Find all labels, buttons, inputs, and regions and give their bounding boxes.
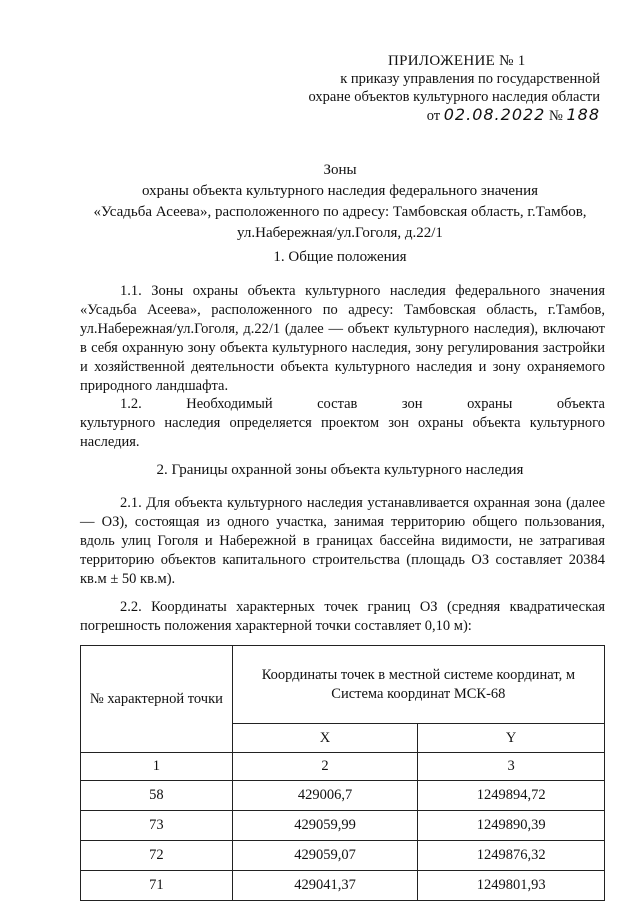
paragraph-1-1	[80, 282, 605, 396]
table-row	[81, 781, 605, 811]
paragraph-1-2-first-line	[80, 395, 605, 414]
coordinates-table	[80, 645, 605, 901]
title-line-2: охраны объекта культурного наследия федерального значения	[141, 183, 539, 199]
paragraph-1-1-text: 1.1. Зоны охраны объекта культурного наследия федерального значения «Усадьба Асеева», расположенного по адресу: Тамбовская область, г.Тамбов, ул.Набережная/ул.Гоголя, д.22/1 (далее — объект культурного наследия), включают в себя охранную зону объекта культурного наследия, зону регулирования застройки и хозяйственной деятельности объекта культурного наследия и зону охраняемого природного ландшафта.	[80, 283, 605, 394]
coordinate-system-header	[232, 646, 604, 724]
appendix-title: ПРИЛОЖЕНИЕ № 1	[388, 53, 526, 69]
paragraph-2-2-text: 2.2. Координаты характерных точек границ ОЗ (средняя квадратическая погрешность положения характерной точки составляет 0,10 м):	[80, 599, 605, 634]
y-cell: 1249894,72	[418, 781, 605, 811]
p12-word: Необходимый	[186, 396, 273, 412]
appendix-line-1: к приказу управления по государственной	[340, 71, 600, 87]
paragraph-1-2	[80, 395, 605, 452]
point-number-header: № характерной точки	[81, 646, 233, 753]
paragraph-2-2	[80, 598, 605, 636]
title-line-1: Зоны	[323, 162, 357, 178]
number-sign: №	[548, 108, 563, 124]
x-cell: 429059,99	[232, 811, 418, 841]
y-cell: 1249801,93	[418, 871, 605, 901]
paragraph-2-1	[80, 494, 605, 589]
coordinate-header-line-2: Система координат МСК-68	[331, 685, 506, 702]
p12-word: объекта	[556, 396, 605, 412]
x-cell: 429006,7	[232, 781, 418, 811]
paragraph-2-1-text: 2.1. Для объекта культурного наследия устанавливается охранная зона (далее — ОЗ), состоящая из одного участка, занимая территорию общего пользования, вдоль улиц Гоголя и Набережной в границах бассейна видимости, не затрагивая территорию объектов капитального строительства (площадь ОЗ составляет 20384 кв.м ± 50 кв.м).	[80, 495, 605, 587]
handwritten-date: 02.08.2022	[443, 105, 546, 124]
table-row	[81, 811, 605, 841]
paragraph-1-2-rest: культурного наследия определяется проектом зон охраны объекта культурного наследия.	[80, 415, 605, 450]
point-cell: 72	[81, 841, 233, 871]
date-prefix: от	[426, 108, 441, 124]
x-column-header: X	[232, 724, 418, 753]
section-2-heading: 2. Границы охранной зоны объекта культурного наследия	[156, 462, 524, 478]
appendix-header	[300, 52, 600, 125]
p12-word: зон	[401, 396, 423, 412]
point-cell: 58	[81, 781, 233, 811]
column-number: 3	[418, 753, 605, 781]
p12-word: 1.2.	[120, 396, 142, 412]
handwritten-number: 188	[566, 105, 600, 124]
y-cell: 1249876,32	[418, 841, 605, 871]
document-title	[60, 160, 620, 244]
table-row	[81, 841, 605, 871]
appendix-line-2: охране объектов культурного наследия области	[308, 89, 600, 105]
coordinate-header-line-1: Координаты точек в местной системе координат, м	[261, 666, 576, 683]
y-cell: 1249890,39	[418, 811, 605, 841]
table-row	[81, 871, 605, 901]
p12-word: охраны	[467, 396, 513, 412]
column-number: 1	[81, 753, 233, 781]
p12-word: состав	[317, 396, 358, 412]
x-cell: 429041,37	[232, 871, 418, 901]
section-1-heading: 1. Общие положения	[273, 249, 407, 265]
point-cell: 71	[81, 871, 233, 901]
title-line-4: ул.Набережная/ул.Гоголя, д.22/1	[237, 225, 443, 241]
x-cell: 429059,07	[232, 841, 418, 871]
column-number: 2	[232, 753, 418, 781]
title-line-3: «Усадьба Асеева», расположенного по адресу: Тамбовская область, г.Тамбов,	[93, 204, 587, 220]
appendix-date-line	[300, 106, 600, 125]
point-cell: 73	[81, 811, 233, 841]
y-column-header: Y	[418, 724, 605, 753]
